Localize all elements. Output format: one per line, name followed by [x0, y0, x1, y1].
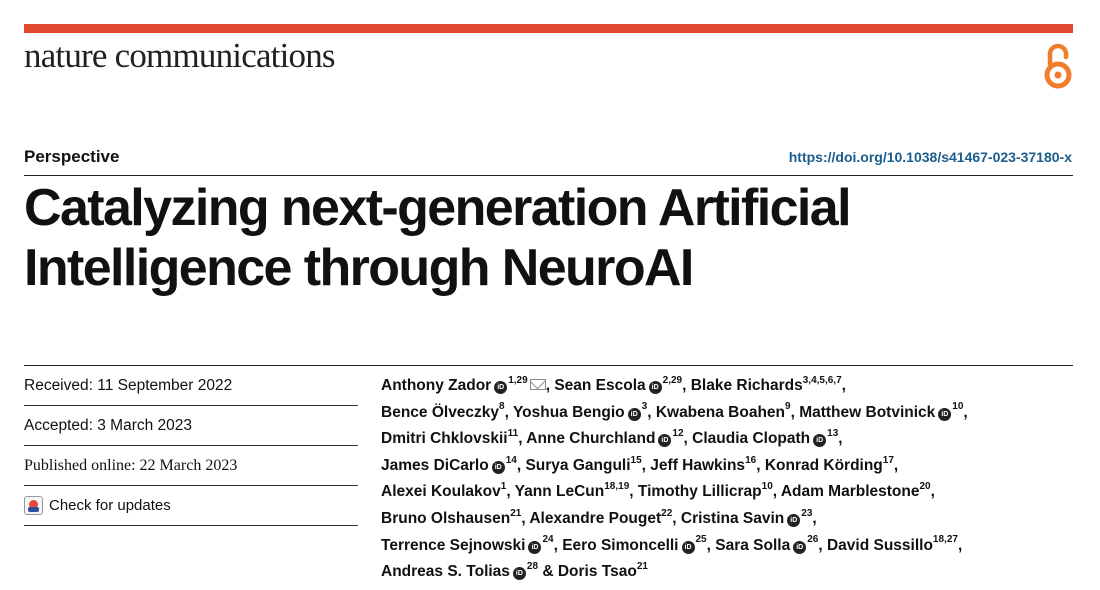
author[interactable] [525, 454, 642, 474]
affiliation-numbers: 12 [672, 428, 684, 440]
author[interactable] [650, 454, 757, 474]
author[interactable] [799, 401, 964, 421]
author-list [381, 373, 1081, 586]
author-name: Konrad Körding [764, 456, 883, 474]
author-name: Terrence Sejnowski [381, 536, 526, 554]
orcid-icon[interactable]: iD [649, 381, 662, 394]
dates-panel [24, 366, 358, 526]
affiliation-numbers: 23 [801, 507, 813, 519]
affiliation-numbers: 13 [827, 428, 839, 440]
author[interactable] [764, 454, 894, 474]
author-name: Jeff Hawkins [650, 456, 746, 474]
affiliation-numbers: 11 [507, 428, 519, 440]
check-for-updates-button[interactable] [24, 486, 358, 526]
orcid-icon[interactable]: iD [938, 408, 951, 421]
affiliation-numbers: 22 [661, 507, 673, 519]
author[interactable] [562, 534, 707, 554]
affiliation-numbers: 1 [500, 481, 507, 493]
author[interactable] [381, 430, 518, 447]
open-access-lock-icon[interactable] [1040, 40, 1076, 90]
author[interactable] [680, 507, 813, 527]
author-name: Sara Solla [715, 536, 791, 554]
orcid-icon[interactable]: iD [787, 514, 800, 527]
check-for-updates-label: Check for updates [49, 497, 171, 514]
author[interactable] [381, 454, 517, 474]
author-name: Kwabena Boahen [655, 403, 786, 421]
author-name: Alexandre Pouget [529, 509, 662, 527]
author[interactable] [515, 483, 630, 500]
author-name: Yoshua Bengio [512, 403, 625, 421]
author-name: Andreas S. Tolias [381, 563, 510, 581]
author[interactable] [638, 483, 773, 500]
accepted-date: Accepted: 3 March 2023 [24, 406, 358, 446]
author[interactable] [692, 430, 838, 447]
author-line: Terrence Sejnowski $iD^{24}$, Eero Simoncelli $iD^{25}$, Sara Solla $iD^{26}$, David Sussillo$^{18,27}$, [381, 534, 963, 554]
email-icon[interactable] [530, 379, 546, 390]
affiliation-numbers: 26 [807, 534, 819, 546]
author-line: James DiCarlo $iD^{14}$, Surya Ganguli$^{15}$, Jeff Hawkins$^{16}$, Konrad Körding$^{17}$, [381, 454, 899, 474]
affiliation-numbers: 21 [636, 561, 648, 572]
author[interactable] [690, 374, 842, 394]
affiliation-numbers: 15 [630, 454, 642, 466]
affiliation-numbers: 2,29 [662, 374, 683, 386]
affiliation-numbers: 25 [695, 534, 707, 546]
author[interactable] [558, 563, 648, 580]
author-name: Blake Richards [690, 377, 803, 394]
affiliation-numbers: 17 [882, 454, 894, 466]
author[interactable] [554, 374, 683, 394]
affiliation-numbers: 21 [510, 507, 522, 519]
author[interactable] [655, 401, 791, 421]
journal-name[interactable]: nature communications [24, 36, 335, 75]
orcid-icon[interactable]: iD [528, 541, 541, 554]
affiliation-numbers: 24 [542, 534, 554, 546]
affiliation-numbers: 9 [785, 401, 791, 413]
author-name: Anthony Zador [381, 377, 492, 394]
affiliation-numbers: 16 [745, 454, 757, 466]
affiliation-numbers: 3,4,5,6,7 [802, 374, 842, 386]
orcid-icon[interactable]: iD [682, 541, 695, 554]
affiliation-numbers: 14 [505, 454, 517, 466]
author-line: Bence Ölveczky$^8$, Yoshua Bengio $iD^3$, Kwabena Boahen$^9$, Matthew Botvinick $iD^{10}$, [381, 401, 968, 421]
author[interactable] [512, 401, 648, 421]
journal-accent-bar [24, 24, 1073, 33]
article-title: Catalyzing next-generation Artificial Intelligence through NeuroAI [24, 179, 850, 297]
author[interactable] [529, 507, 673, 527]
author-name: Alexei Koulakov [381, 483, 501, 501]
author[interactable] [381, 374, 546, 394]
affiliation-numbers: 18,27 [932, 534, 958, 546]
author-name: Adam Marblestone [780, 483, 920, 501]
orcid-icon[interactable]: iD [513, 567, 526, 580]
author-name: Anne Churchland [526, 430, 656, 448]
orcid-icon[interactable]: iD [793, 541, 806, 554]
author-name: David Sussillo [826, 536, 933, 554]
author-name: Dmitri Chklovskii [381, 430, 508, 448]
affiliation-numbers: 18,19 [604, 481, 630, 493]
author-name: Claudia Clopath [692, 430, 811, 448]
article-type: Perspective [24, 147, 120, 166]
author-name: Cristina Savin [680, 509, 785, 527]
affiliation-numbers: 3 [641, 401, 648, 413]
author[interactable] [381, 563, 538, 580]
affiliation-numbers: 10 [952, 401, 964, 413]
orcid-icon[interactable]: iD [813, 434, 826, 447]
author[interactable] [381, 534, 554, 554]
author[interactable] [381, 507, 522, 527]
affiliation-numbers: 1,29 [508, 374, 528, 386]
author-name: Bence Ölveczky [381, 403, 500, 421]
affiliation-numbers: 8 [499, 401, 505, 413]
author-name: Eero Simoncelli [562, 536, 679, 554]
affiliation-numbers: 10 [761, 481, 773, 493]
doi-link[interactable]: https://doi.org/10.1038/s41467-023-37180-x [788, 149, 1072, 165]
published-date: Published online: 22 March 2023 [24, 446, 358, 486]
author-name: Yann LeCun [514, 483, 605, 501]
received-date: Received: 11 September 2022 [24, 366, 358, 406]
author[interactable] [781, 483, 931, 500]
author-line: Bruno Olshausen$^{21}$, Alexandre Pouget$^{22}$, Cristina Savin $iD^{23}$, [381, 507, 817, 527]
author-line: Andreas S. Tolias $iD^{28}$ & Doris Tsao$^{21}$ [381, 561, 648, 581]
orcid-icon[interactable]: iD [494, 381, 507, 394]
affiliation-numbers: 28 [526, 561, 539, 572]
author[interactable] [381, 401, 505, 421]
author[interactable] [826, 534, 958, 554]
affiliation-numbers: 20 [919, 481, 931, 493]
author[interactable] [715, 534, 819, 554]
header-divider [24, 175, 1073, 176]
author-line: Anthony Zador iD$^{1,29}$ , Sean Escola iD$^{2,29}$, Blake Richards$^{3,4,5,6,7}$, [381, 374, 846, 394]
author-name: Doris Tsao [557, 563, 637, 581]
orcid-icon[interactable]: iD [658, 434, 671, 447]
author-name: Matthew Botvinick [799, 403, 936, 421]
author-line: Alexei Koulakov$^1$, Yann LeCun$^{18,19}$, Timothy Lillicrap$^{10}$, Adam Marblestone$^{20}$, [381, 481, 935, 501]
author-name: Timothy Lillicrap [637, 483, 762, 501]
author-name: Bruno Olshausen [381, 509, 511, 527]
orcid-icon[interactable]: iD [492, 461, 505, 474]
crossmark-icon [24, 496, 43, 515]
author-line: Dmitri Chklovskii$^{11}$, Anne Churchland $iD^{12}$, Claudia Clopath $iD^{13}$, [381, 428, 843, 448]
author-name: Surya Ganguli [525, 456, 631, 474]
orcid-icon[interactable]: iD [628, 408, 641, 421]
author-name: Sean Escola [554, 377, 646, 394]
author-name: James DiCarlo [381, 456, 489, 474]
author[interactable] [381, 483, 506, 500]
author[interactable] [526, 430, 683, 447]
